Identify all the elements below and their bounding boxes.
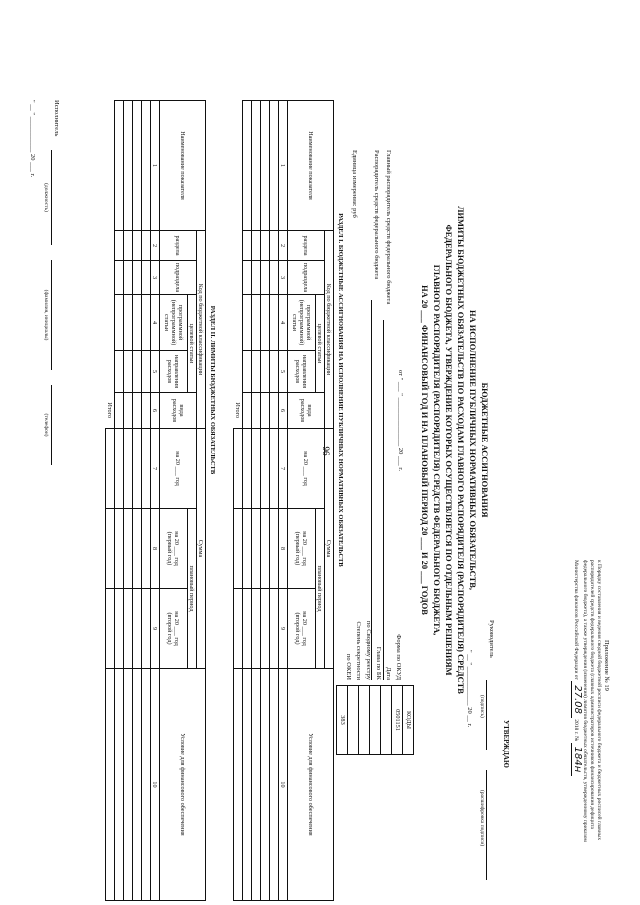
codes-labels: Форма по ОКУД Дата Глава по БК по Сводному реестру Степень секретности по ОКЕИ (345, 620, 402, 680)
position-caption: (должность) (43, 183, 49, 212)
appendix-title: Приложение № 19 (603, 640, 610, 691)
section2-total-label: Итого (106, 393, 115, 429)
decoding-caption: (расшифровка подписи) (479, 790, 485, 847)
section1-total-label: Итого (234, 393, 243, 429)
phone-line (51, 385, 52, 465)
appendix-text: к Порядку составления и ведения сводной бюджетной росписи федерального бюджета и бюджетных росписей главных распорядителей средств федерального бюджета (главных администраторов источников финансирования дефицита федерального бюджета), а также утверждения (изменения) лимитов бюджетных обязательств, утвержденному приказом Министерства финансов Российской Федерации от 27.08 2018 г. № 184н (572, 560, 602, 842)
section2-title: РАЗДЕЛ II. ЛИМИТЫ БЮДЖЕТНЫХ ОБЯЗАТЕЛЬСТВ (209, 305, 216, 475)
handwritten-number: 184н (571, 743, 583, 777)
approval-title: УТВЕРЖДАЮ (502, 720, 510, 768)
date-from: от " ___ " _______________ 20 ___ г. (397, 370, 404, 471)
executor-label: Исполнитель (53, 100, 60, 137)
main-manager-line (383, 320, 384, 680)
section1-title: РАЗДЕЛ I. БЮДЖЕТНЫЕ АССИГНОВАНИЯ НА ИСПОЛНЕНИЕ ПУБЛИЧНЫХ НОРМАТИВНЫХ ОБЯЗАТЕЛЬСТВ (337, 213, 344, 567)
decoding-line (486, 770, 487, 880)
position-line (51, 150, 52, 245)
section2-table: Наименование показателя Код по бюджетной классификации Сумма Условие для финансового обеспечения раздела подраздела целевой статьи вида расходов на 20 ___ год плановый период программной (непрограммной) статьи направления расходов на 20 ___ год (первый год) на 20 ___ год (второй год) 1 2 3 4 5 6 7 8 9 10 Итого (105, 100, 206, 901)
footer-date: " __ " ___________ 20 ___ г. (29, 100, 36, 178)
section1-table: Наименование показателя Код по бюджетной классификации Сумма Условие для финансового обеспечения раздела подраздела целевой статьи вида расходов на 20 ___ год плановый период программной (непрограммной) статьи направления расходов на 20 ___ год (первый год) на 20 ___ год (второй год) 1 2 3 4 5 6 7 8 9 10 Итого (233, 100, 334, 901)
phone-caption: (телефон) (43, 413, 49, 437)
manager-line (371, 300, 372, 680)
manager-label: Распорядитель средств федерального бюджета (373, 150, 380, 280)
fio-caption: (фамилия, инициалы) (43, 289, 49, 341)
signature-caption: (подпись) (479, 695, 485, 718)
fio-line (51, 260, 52, 370)
page-number: 96 (321, 446, 331, 456)
approval-head-label: Руководитель (488, 620, 495, 658)
handwritten-date: 27.08 (571, 681, 583, 718)
main-manager-label: Главный распорядитель средств федерального бюджета (385, 150, 392, 305)
unit-label: Единица измерения: руб (351, 150, 358, 218)
approval-date: " __ " ____________ 20 __ г. (466, 650, 473, 728)
document-title: БЮДЖЕТНЫЕ АССИГНОВАНИЯ НА ИСПОЛНЕНИЕ ПУБЛИЧНЫХ НОРМАТИВНЫХ ОБЯЗАТЕЛЬСТВ, ЛИМИТЫ БЮДЖЕТНЫХ ОБЯЗАТЕЛЬСТВ ПО РАСХОДАМ ГЛАВНОГО РАСПОРЯДИТЕЛЯ (РАСПОРЯДИТЕЛЯ) СРЕДСТВ ФЕДЕРАЛЬНОГО БЮДЖЕТА, УТВЕРЖДЕНИЕ КОТОРЫХ ОСУЩЕСТВЛЯЕТСЯ ПО ОТДЕЛЬНЫМ РЕШЕНИЯМ ГЛАВНОГО РАСПОРЯДИТЕЛЯ (РАСПОРЯДИТЕЛЯ) СРЕДСТВ ФЕДЕРАЛЬНОГО БЮДЖЕТА, НА 20 ___ ФИНАНСОВЫЙ ГОД И НА ПЛАНОВЫЙ ПЕРИОД 20 ___ И 20 ___ ГОДОВ (420, 206, 489, 694)
codes-table: КОДЫ 0501151 383 (336, 685, 414, 755)
